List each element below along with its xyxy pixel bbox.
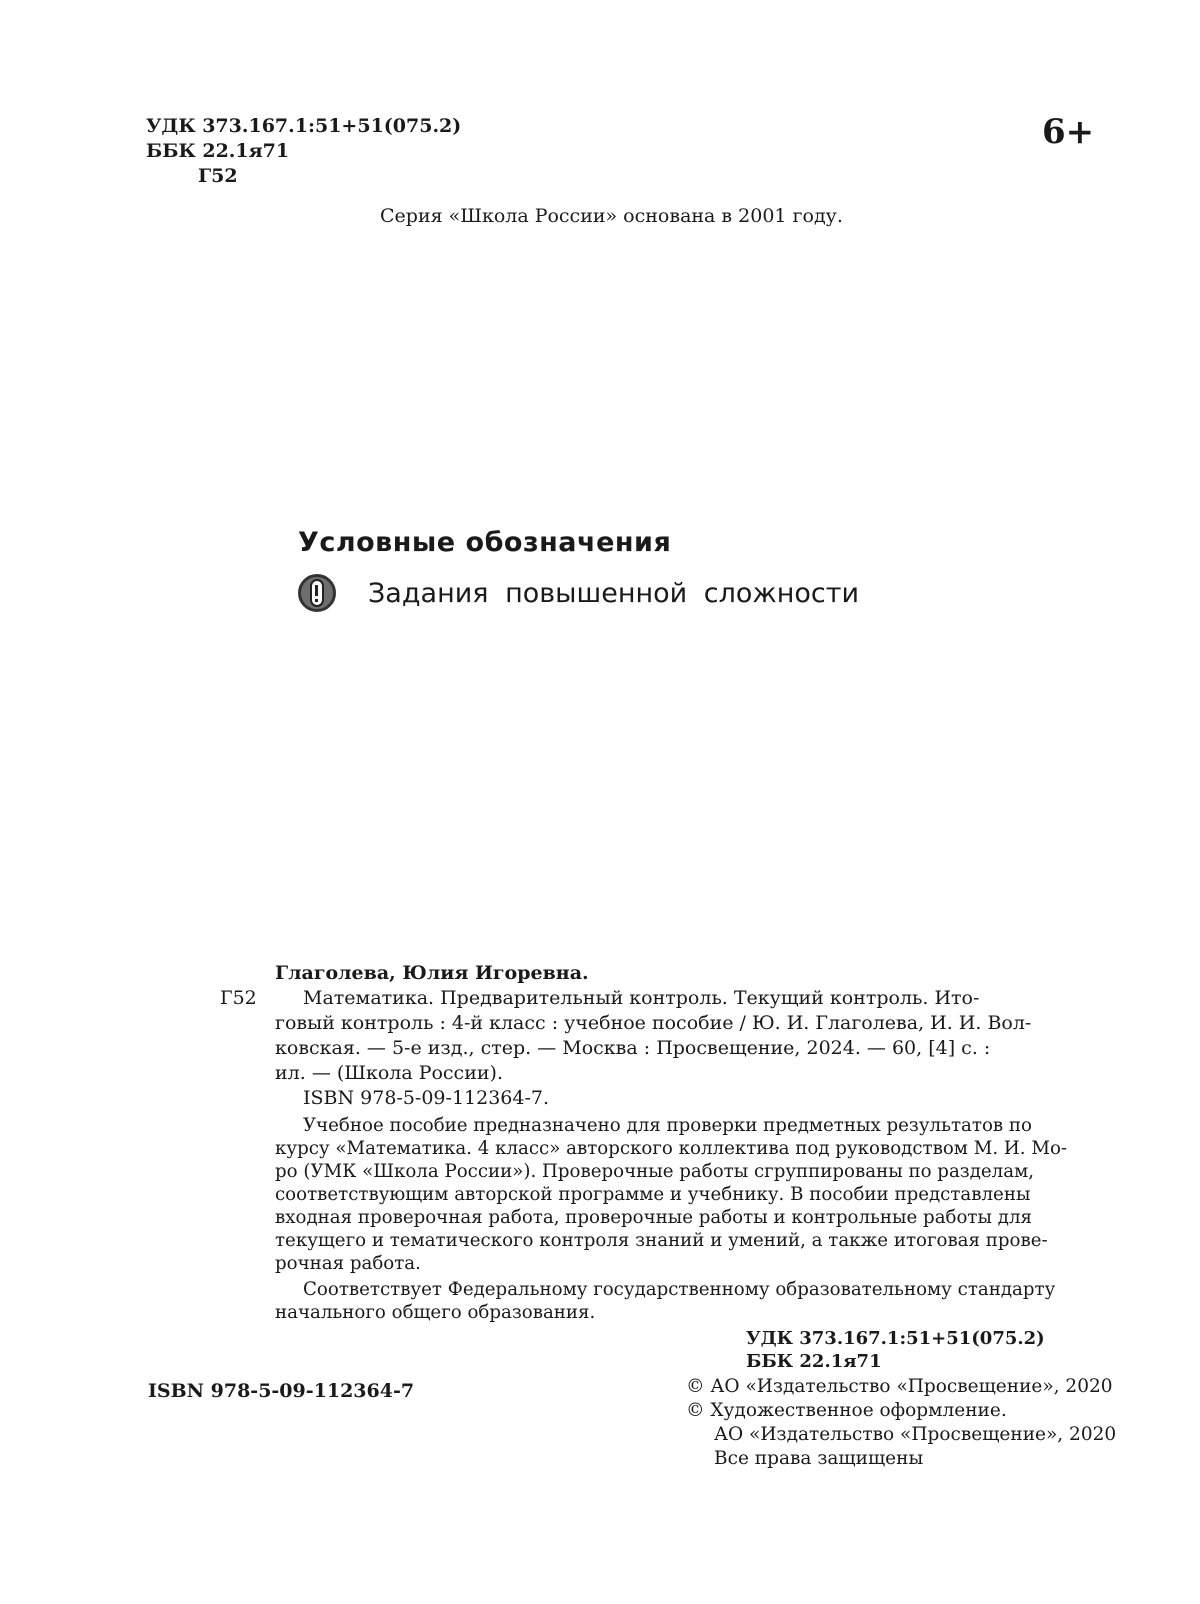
top-classification-codes [146,114,461,189]
legend-title: Условные обозначения [298,527,672,558]
annotation-line: текущего и тематического контроля знаний и умений, а также итоговая прове- [275,1230,1048,1251]
annotation-line: соответствующим авторской программе и учебнику. В пособии представлены [275,1184,1031,1205]
annotation-line: рочная работа. [275,1253,421,1274]
bbk-code: ББК 22.1я71 [746,1351,882,1372]
udk-code: УДК 373.167.1:51+51(075.2) [146,115,462,137]
catalog-author: Глаголева, Юлия Игоревна. [275,962,589,984]
udk-code: УДК 373.167.1:51+51(075.2) [746,1328,1045,1349]
catalog-code: Г52 [220,987,257,1009]
description-line: говый контроль : 4-й класс : учебное пособие / Ю. И. Глаголева, И. И. Вол- [275,1012,1032,1034]
author-mark: Г52 [198,165,238,187]
annotation-line: курсу «Математика. 4 класс» авторского коллектива под руководством М. И. Мо- [275,1138,1068,1159]
description-line: ковская. — 5-е изд., стер. — Москва : Просвещение, 2024. — 60, [4] с. : [275,1037,991,1059]
series-note: Серия «Школа России» основана в 2001 году. [380,205,843,227]
copyright-line: © Художественное оформление. [686,1400,1007,1421]
age-rating: 6+ [1042,112,1095,152]
isbn-line: ISBN 978-5-09-112364-7. [303,1087,550,1109]
standard-line: начального общего образования. [275,1302,596,1323]
legend-item-label: Задания повышенной сложности [368,577,860,609]
annotation-line: ро (УМК «Школа России»). Проверочные работы сгруппированы по разделам, [275,1161,1034,1182]
copyright-line: АО «Издательство «Просвещение», 2020 [714,1424,1117,1445]
annotation-line: Учебное пособие предназначено для проверки предметных результатов по [303,1115,1033,1136]
rights-reserved: Все права защищены [714,1448,924,1469]
copyright-line: © АО «Издательство «Просвещение», 2020 [686,1376,1113,1397]
bottom-classification-codes [746,1327,1045,1373]
description-line: ил. — (Школа России). [275,1062,503,1084]
copyright-block [686,1375,1116,1471]
standard-line: Соответствует Федеральному государственному образовательному стандарту [303,1279,1056,1300]
bbk-code: ББК 22.1я71 [146,140,290,162]
annotation-line: входная проверочная работа, проверочные работы и контрольные работы для [275,1207,1032,1228]
description-line: Математика. Предварительный контроль. Текущий контроль. Ито- [303,987,980,1009]
footer-isbn: ISBN 978-5-09-112364-7 [148,1380,415,1402]
exclamation-circle-icon [298,574,336,612]
legend-item [298,574,859,612]
